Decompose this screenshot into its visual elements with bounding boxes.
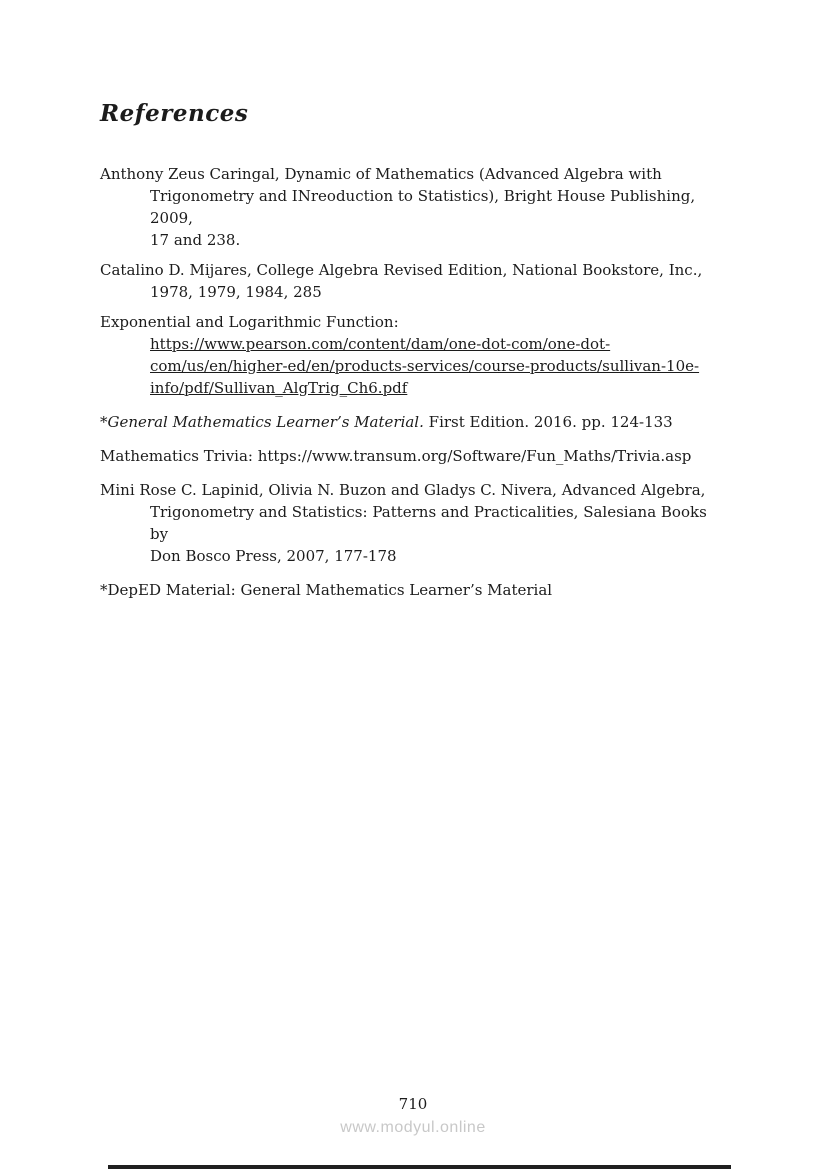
reference-entry-trivia bbox=[100, 445, 728, 467]
reference-line: Trigonometry and INreoduction to Statistics), Bright House Publishing, 2009, bbox=[150, 187, 696, 227]
reference-line-rest: First Edition. 2016. pp. 124-133 bbox=[423, 413, 673, 431]
watermark: www.modyul.online bbox=[340, 1119, 486, 1136]
page-title: References bbox=[100, 100, 249, 127]
reference-entry-caringal bbox=[100, 163, 728, 251]
reference-line: Don Bosco Press, 2007, 177-178 bbox=[150, 547, 397, 565]
reference-line: 1978, 1979, 1984, 285 bbox=[150, 283, 322, 301]
pearson-link-line-1[interactable]: https://www.pearson.com/content/dam/one-dot-com/one-dot- bbox=[150, 335, 611, 353]
pearson-link-line-3[interactable]: info/pdf/Sullivan_AlgTrig_Ch6.pdf bbox=[150, 379, 408, 397]
reference-entry-gen-math bbox=[100, 411, 728, 433]
reference-entry-lapinid bbox=[100, 479, 728, 567]
reference-entry-exponential bbox=[100, 311, 728, 399]
reference-line: Catalino D. Mijares, College Algebra Revised Edition, National Bookstore, Inc., bbox=[100, 261, 703, 279]
reference-line: Anthony Zeus Caringal, Dynamic of Mathematics (Advanced Algebra with bbox=[100, 165, 662, 183]
page-footer bbox=[0, 1095, 826, 1137]
reference-entry-deped bbox=[100, 579, 728, 601]
reference-title-italic: *General Mathematics Learner’s Material. bbox=[100, 413, 424, 431]
reference-line: Mini Rose C. Lapinid, Olivia N. Buzon and Gladys C. Nivera, Advanced Algebra, bbox=[100, 481, 706, 499]
reference-line: Exponential and Logarithmic Function: bbox=[100, 313, 399, 331]
reference-line: Trigonometry and Statistics: Patterns and Practicalities, Salesiana Books by bbox=[150, 503, 707, 543]
reference-entry-mijares bbox=[100, 259, 728, 303]
references-list bbox=[100, 163, 728, 601]
reference-line: *DepED Material: General Mathematics Learner’s Material bbox=[100, 581, 553, 599]
reference-line bbox=[100, 411, 728, 433]
page-number: 710 bbox=[398, 1095, 428, 1113]
reference-line: 17 and 238. bbox=[150, 231, 241, 249]
pearson-link-line-2[interactable]: com/us/en/higher-ed/en/products-services/course-products/sullivan-10e- bbox=[150, 357, 700, 375]
page-edge-line bbox=[108, 1165, 731, 1169]
reference-line: Mathematics Trivia: https://www.transum.org/Software/Fun_Maths/Trivia.asp bbox=[100, 447, 692, 465]
